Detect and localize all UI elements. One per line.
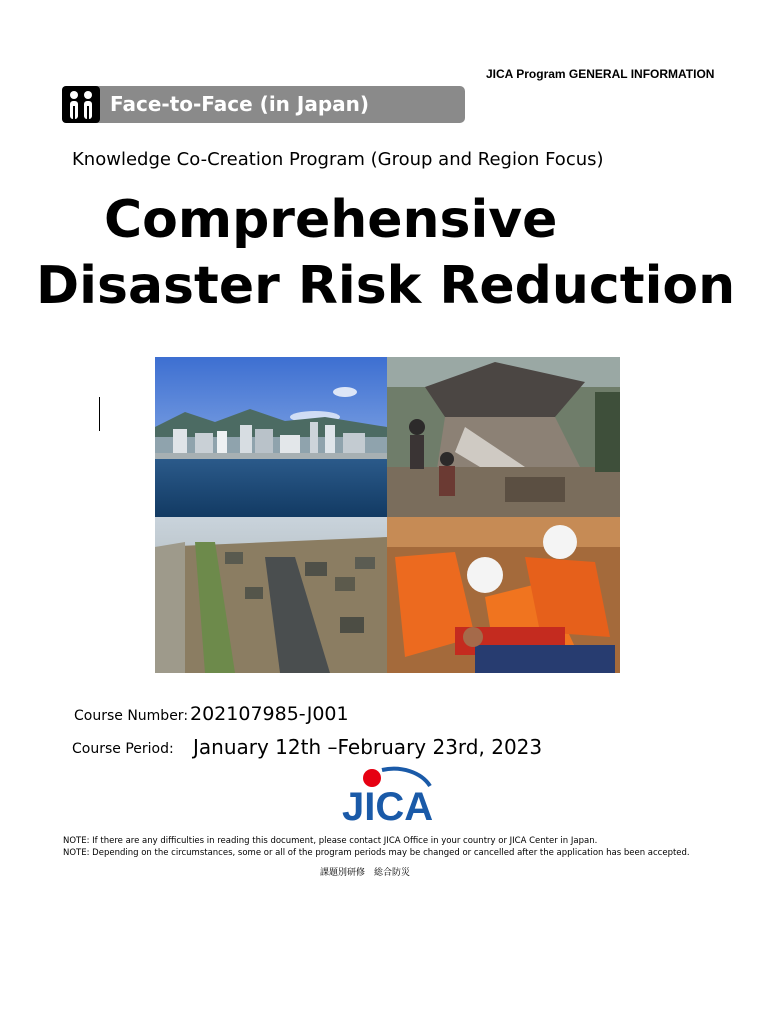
note-line-1: NOTE: If there are any difficulties in reading this document, please contact JICA Office in your country or JICA Center in Japan. <box>63 836 598 846</box>
svg-text:JICA: JICA <box>342 785 434 826</box>
collapsed-house-photo <box>387 357 620 517</box>
people-icon <box>62 86 100 123</box>
text-cursor <box>99 397 100 431</box>
course-title-line-1: Comprehensive <box>104 190 558 250</box>
photo-collage <box>155 357 620 673</box>
program-name: Knowledge Co-Creation Program (Group and Region Focus) <box>72 149 604 170</box>
document-header-label: JICA Program GENERAL INFORMATION <box>486 67 715 81</box>
rescue-workers-photo <box>387 517 620 673</box>
flooded-town-photo <box>155 517 387 673</box>
course-number-value: 202107985-J001 <box>190 703 349 725</box>
delivery-mode-label: Face-to-Face (in Japan) <box>110 92 370 116</box>
jica-logo <box>338 758 434 826</box>
japanese-course-title: 課題別研修 総合防災 <box>320 868 411 878</box>
course-title-line-2: Disaster Risk Reduction <box>36 256 736 316</box>
course-number-label: Course Number: <box>74 708 189 724</box>
course-period-value: January 12th –February 23rd, 2023 <box>193 735 543 759</box>
coastal-city-photo <box>155 357 387 517</box>
course-period-label: Course Period: <box>72 741 174 757</box>
note-line-2: NOTE: Depending on the circumstances, some or all of the program periods may be changed or cancelled after the application has been accepted. <box>63 848 690 858</box>
